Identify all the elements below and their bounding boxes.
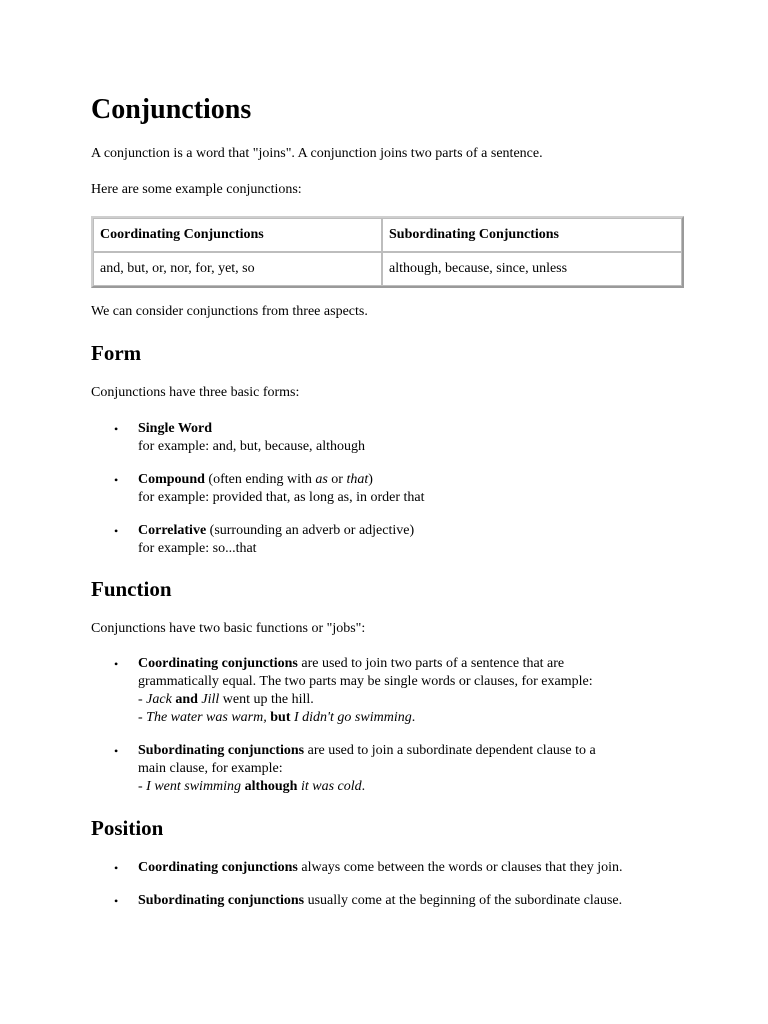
form-note: or — [327, 472, 347, 487]
list-item — [91, 522, 691, 558]
form-term-correlative: Correlative — [138, 523, 207, 538]
form-note-as: as — [315, 472, 328, 487]
bullet-icon: • — [114, 744, 119, 758]
position-term-coordinating: Coordinating conjunctions — [138, 860, 298, 875]
table-cell: and, but, or, nor, for, yet, so — [93, 252, 382, 286]
bullet-icon: • — [114, 657, 119, 671]
function-term-coordinating: Coordinating conjunctions — [138, 656, 298, 671]
example-text: I went swimming — [146, 779, 242, 794]
function-example — [138, 778, 691, 796]
aspects-paragraph: We can consider conjunctions from three aspects. — [91, 304, 368, 319]
example-text: Jill — [201, 692, 220, 707]
example-dash: - — [138, 779, 147, 794]
function-text: main clause, for example: — [138, 761, 283, 776]
position-text: always come between the words or clauses that they join. — [297, 860, 623, 875]
position-heading: Position — [91, 816, 164, 840]
function-example — [138, 709, 691, 727]
example-text: went up the hill. — [219, 692, 314, 707]
form-note: ) — [368, 472, 373, 487]
function-text: grammatically equal. The two parts may be single words or clauses, for example: — [138, 674, 593, 689]
bullet-icon: • — [114, 894, 119, 908]
list-item — [91, 892, 691, 910]
form-heading: Form — [91, 341, 142, 365]
example-dash: - — [138, 710, 147, 725]
function-text: are used to join two parts of a sentence that are — [297, 656, 565, 671]
bullet-icon: • — [114, 861, 119, 875]
form-example: for example: and, but, because, although — [138, 439, 366, 454]
conjunctions-table — [91, 216, 684, 288]
table-header-row — [93, 218, 682, 252]
form-example: for example: provided that, as long as, in order that — [138, 490, 425, 505]
list-item — [91, 655, 691, 727]
bullet-icon: • — [114, 524, 119, 538]
table-row — [93, 252, 682, 286]
form-term-single-word: Single Word — [138, 421, 213, 436]
page-title: Conjunctions — [91, 94, 252, 125]
form-term-compound: Compound — [138, 472, 205, 487]
example-dash: - — [138, 692, 147, 707]
form-note: (surrounding an adverb or adjective) — [206, 523, 415, 538]
position-text: usually come at the beginning of the subordinate clause. — [304, 893, 623, 908]
bullet-icon: • — [114, 473, 119, 487]
example-text: it was cold — [300, 779, 362, 794]
form-note-that: that — [346, 472, 369, 487]
example-text: . — [411, 710, 416, 725]
position-list — [91, 859, 691, 910]
example-text: Jack — [146, 692, 172, 707]
example-text: The water was warm, — [146, 710, 267, 725]
examples-intro-paragraph: Here are some example conjunctions: — [91, 182, 302, 197]
table-header-cell: Coordinating Conjunctions — [93, 218, 382, 252]
example-text: . — [361, 779, 366, 794]
bullet-icon: • — [114, 422, 119, 436]
function-heading: Function — [91, 577, 172, 601]
function-example — [138, 691, 691, 709]
table-header-cell: Subordinating Conjunctions — [382, 218, 682, 252]
example-conjunction: and — [175, 692, 198, 707]
position-term-subordinating: Subordinating conjunctions — [138, 893, 305, 908]
form-intro-paragraph: Conjunctions have three basic forms: — [91, 385, 300, 400]
form-note: (often ending with — [204, 472, 316, 487]
list-item — [91, 471, 691, 507]
example-conjunction: although — [244, 779, 298, 794]
function-text: are used to join a subordinate dependent clause to a — [304, 743, 596, 758]
table-cell: although, because, since, unless — [382, 252, 682, 286]
function-term-subordinating: Subordinating conjunctions — [138, 743, 305, 758]
list-item — [91, 742, 691, 796]
function-intro-paragraph: Conjunctions have two basic functions or "jobs": — [91, 621, 366, 636]
example-text: I didn't go swimming — [293, 710, 412, 725]
intro-paragraph: A conjunction is a word that "joins". A conjunction joins two parts of a sentence. — [91, 146, 543, 161]
list-item — [91, 859, 691, 877]
example-conjunction: but — [270, 710, 291, 725]
function-list — [91, 655, 691, 796]
form-list — [91, 420, 691, 558]
form-example: for example: so...that — [138, 541, 257, 556]
list-item — [91, 420, 691, 456]
